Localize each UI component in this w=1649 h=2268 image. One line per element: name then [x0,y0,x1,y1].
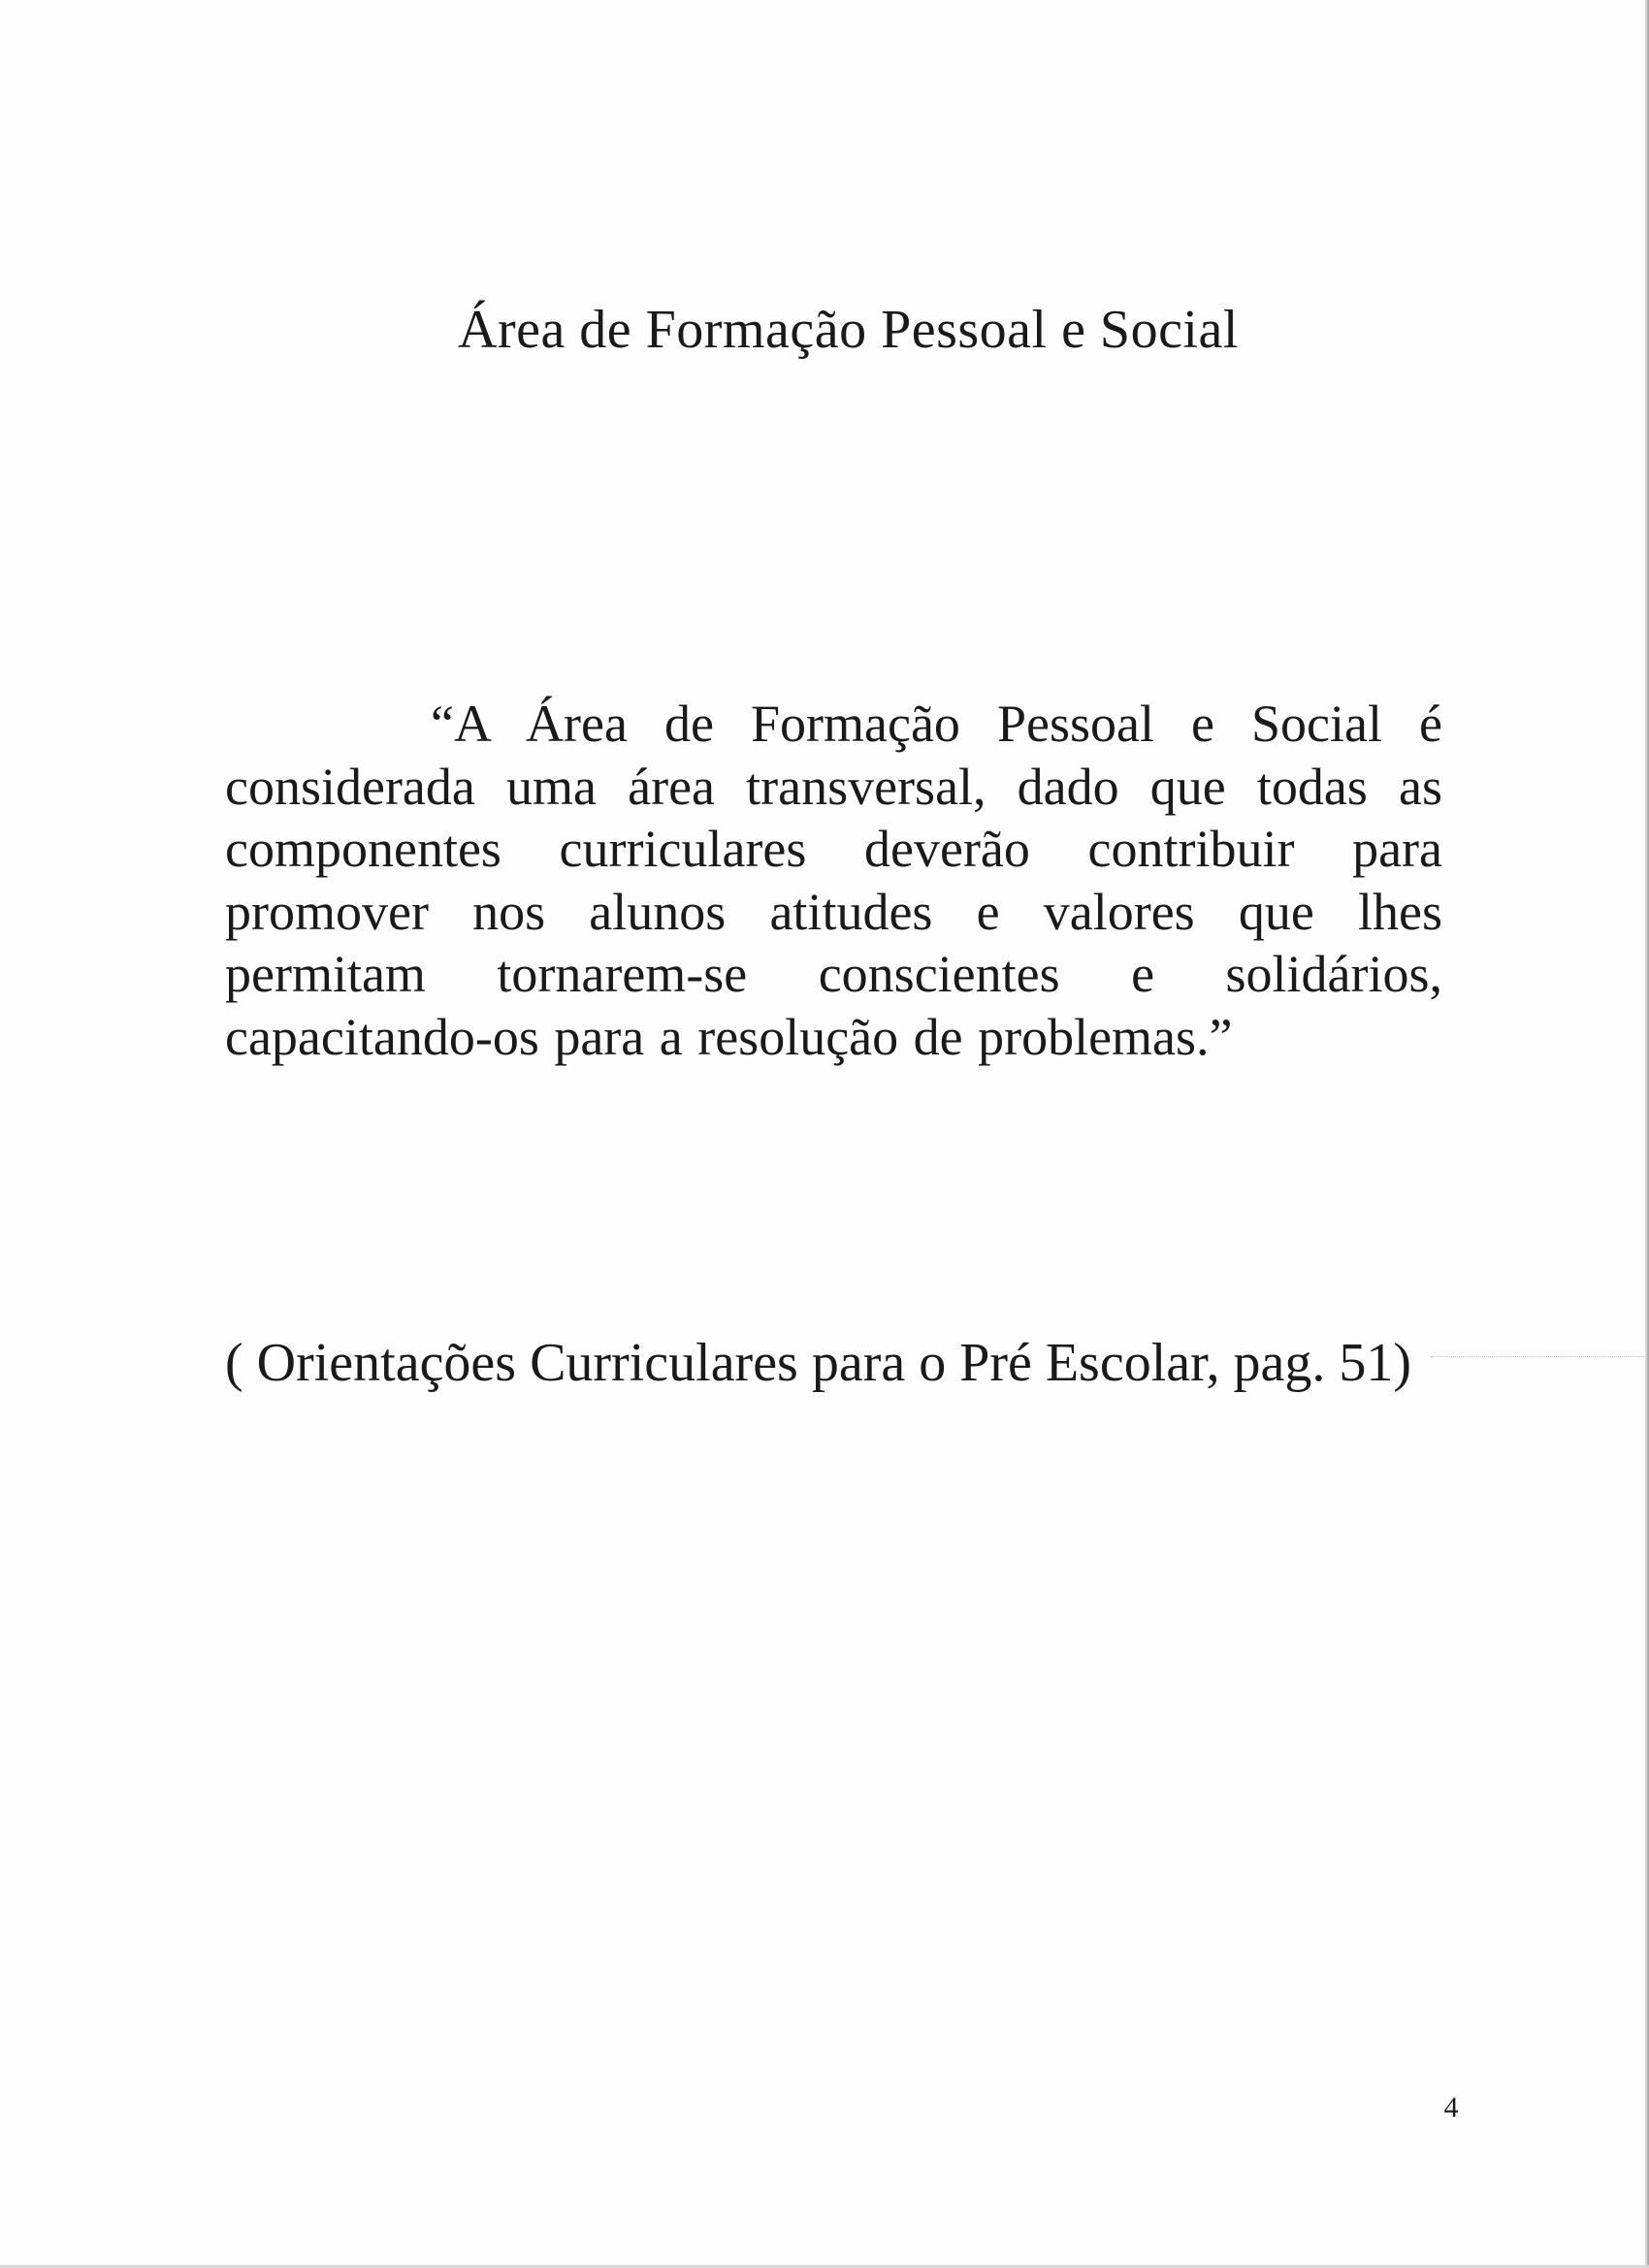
dotted-rule [1431,1356,1644,1357]
page-title: Área de Formação Pessoal e Social [458,300,1239,360]
page-number: 4 [1443,2091,1459,2123]
scan-edge-shadow [1645,0,1649,2268]
citation: ( Orientações Curriculares para o Pré Escolar, pag. 51) [225,1333,1412,1393]
quote-paragraph: “A Área de Formação Pessoal e Social é considerada uma área transversal, dado que todas as componentes curriculares deverão contribuir para promover nos alunos atitudes e valores que lhes permitam tornarem-se conscientes e solidários, capacitando-os para a resolução de problemas.” [225,695,1442,1066]
